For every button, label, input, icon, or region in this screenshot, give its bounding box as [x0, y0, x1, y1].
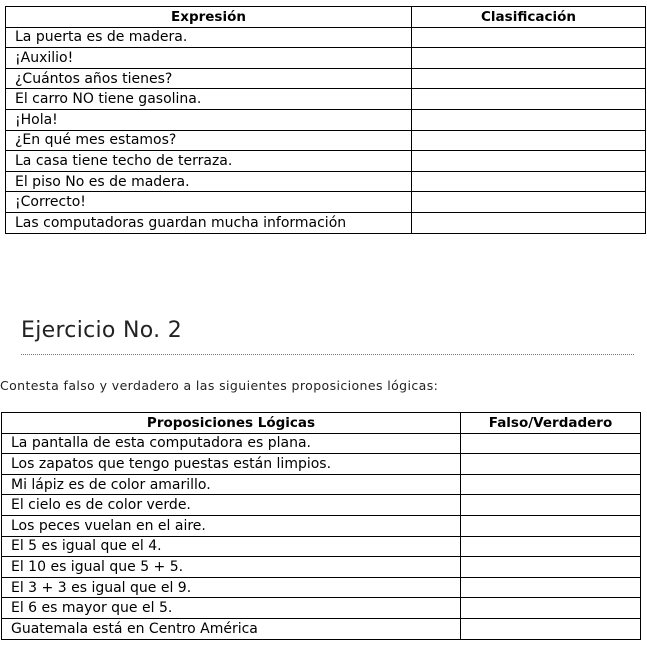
- column-header-classification: Clasificación: [412, 7, 646, 28]
- row-text: Los peces vuelan en el aire.: [2, 515, 461, 536]
- classification-table: [5, 6, 646, 234]
- title-divider: [21, 354, 634, 355]
- row-text: El piso No es de madera.: [6, 171, 412, 192]
- row-text: Mi lápiz es de color amarillo.: [2, 474, 461, 495]
- row-text: La casa tiene techo de terraza.: [6, 151, 412, 172]
- row-text: El 10 es igual que 5 + 5.: [2, 557, 461, 578]
- exercise-instruction: Contesta falso y verdadero a las siguientes proposiciones lógicas:: [0, 378, 439, 393]
- row-text: El 5 es igual que el 4.: [2, 536, 461, 557]
- classification-table-body: [6, 27, 646, 233]
- classification-answer-cell[interactable]: [412, 68, 646, 89]
- true-false-answer-cell[interactable]: [461, 474, 641, 495]
- table-row: [6, 27, 646, 48]
- table-row: [2, 557, 641, 578]
- row-text: El 6 es mayor que el 5.: [2, 598, 461, 619]
- table-row: [2, 598, 641, 619]
- column-header-true-false: Falso/Verdadero: [461, 413, 641, 434]
- table-row: [2, 495, 641, 516]
- table-row: [6, 89, 646, 110]
- table-row: [6, 109, 646, 130]
- row-text: El cielo es de color verde.: [2, 495, 461, 516]
- propositions-table-body: [2, 433, 641, 639]
- table-header-row: [6, 7, 646, 28]
- row-text: El carro NO tiene gasolina.: [6, 89, 412, 110]
- classification-answer-cell[interactable]: [412, 109, 646, 130]
- row-text: Las computadoras guardan mucha información: [6, 212, 412, 233]
- column-header-propositions: Proposiciones Lógicas: [2, 413, 461, 434]
- classification-answer-cell[interactable]: [412, 171, 646, 192]
- table-row: [2, 433, 641, 454]
- table-row: [6, 48, 646, 69]
- table-header-row: [2, 413, 641, 434]
- row-text: Guatemala está en Centro América: [2, 618, 461, 639]
- classification-answer-cell[interactable]: [412, 89, 646, 110]
- table-row: [2, 515, 641, 536]
- true-false-answer-cell[interactable]: [461, 557, 641, 578]
- table-row: [6, 68, 646, 89]
- column-header-expression: Expresión: [6, 7, 412, 28]
- propositions-table: [1, 412, 641, 640]
- row-text: Los zapatos que tengo puestas están limpios.: [2, 454, 461, 475]
- table-row: [6, 151, 646, 172]
- classification-answer-cell[interactable]: [412, 192, 646, 213]
- table-row: [6, 171, 646, 192]
- true-false-answer-cell[interactable]: [461, 433, 641, 454]
- row-text: La puerta es de madera.: [6, 27, 412, 48]
- row-text: La pantalla de esta computadora es plana.: [2, 433, 461, 454]
- row-text: ¡Correcto!: [6, 192, 412, 213]
- classification-answer-cell[interactable]: [412, 151, 646, 172]
- true-false-answer-cell[interactable]: [461, 618, 641, 639]
- true-false-answer-cell[interactable]: [461, 515, 641, 536]
- table-row: [2, 577, 641, 598]
- row-text: El 3 + 3 es igual que el 9.: [2, 577, 461, 598]
- classification-answer-cell[interactable]: [412, 27, 646, 48]
- classification-answer-cell[interactable]: [412, 130, 646, 151]
- row-text: ¿Cuántos años tienes?: [6, 68, 412, 89]
- row-text: ¡Hola!: [6, 109, 412, 130]
- true-false-answer-cell[interactable]: [461, 495, 641, 516]
- table-row: [2, 618, 641, 639]
- table-row: [2, 474, 641, 495]
- table-row: [6, 212, 646, 233]
- true-false-answer-cell[interactable]: [461, 454, 641, 475]
- row-text: ¡Auxilio!: [6, 48, 412, 69]
- table-row: [6, 130, 646, 151]
- true-false-answer-cell[interactable]: [461, 577, 641, 598]
- table-row: [6, 192, 646, 213]
- true-false-answer-cell[interactable]: [461, 536, 641, 557]
- true-false-answer-cell[interactable]: [461, 598, 641, 619]
- exercise-title: Ejercicio No. 2: [21, 318, 182, 343]
- classification-answer-cell[interactable]: [412, 48, 646, 69]
- row-text: ¿En qué mes estamos?: [6, 130, 412, 151]
- table-row: [2, 454, 641, 475]
- table-row: [2, 536, 641, 557]
- classification-answer-cell[interactable]: [412, 212, 646, 233]
